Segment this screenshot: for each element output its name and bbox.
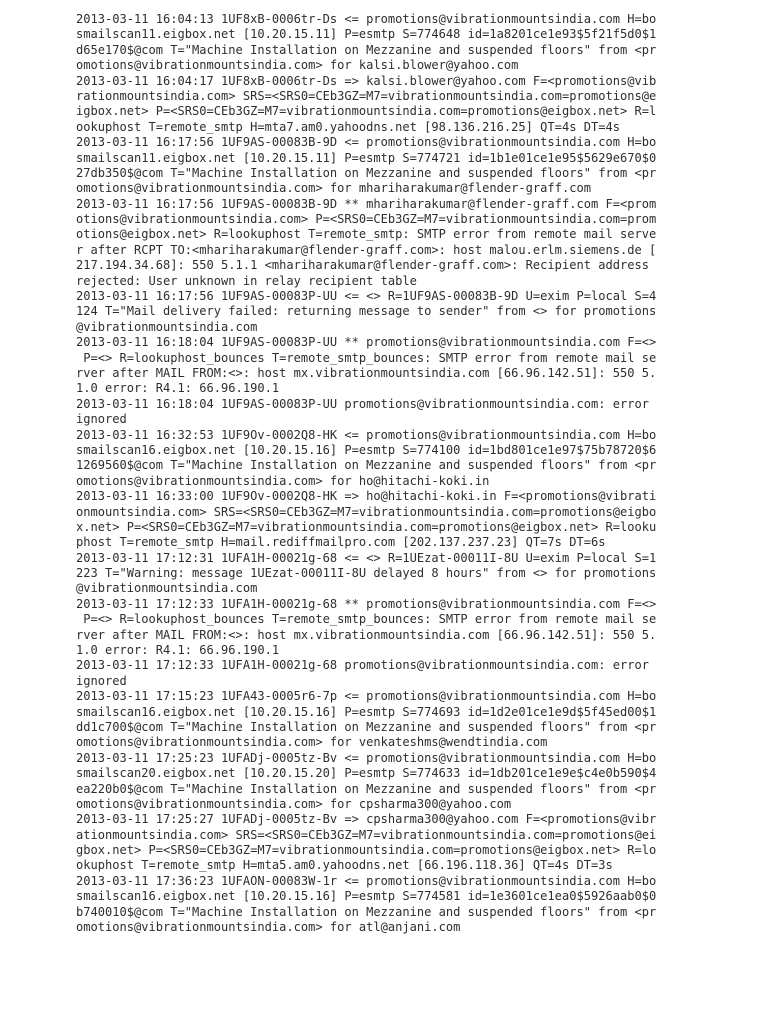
log-line: 217.194.34.68]: 550 5.1.1 <mhariharakumar@flender-graff.com>: Recipient address: [76, 258, 649, 273]
log-line: okuphost T=remote_smtp H=mta5.am0.yahoodns.net [66.196.118.36] QT=4s DT=3s: [76, 858, 613, 873]
log-line: @vibrationmountsindia.com: [76, 319, 258, 334]
log-line: 2013-03-11 16:18:04 1UF9AS-00083P-UU promotions@vibrationmountsindia.com: error: [76, 396, 649, 411]
log-line: ationmountsindia.com> SRS=<SRS0=CEb3GZ=M7=vibrationmountsindia.com=promotions@ei: [76, 827, 657, 842]
log-line: 2013-03-11 17:36:23 1UFAON-00083W-1r <= promotions@vibrationmountsindia.com H=bo: [76, 873, 657, 888]
log-line: phost T=remote_smtp H=mail.rediffmailpro.com [202.137.237.23] QT=7s DT=6s: [76, 535, 606, 550]
log-line: 2013-03-11 16:17:56 1UF9AS-00083B-9D ** mhariharakumar@flender-graff.com F=<prom: [76, 196, 657, 211]
log-line: 2013-03-11 16:04:13 1UF8xB-0006tr-Ds <= promotions@vibrationmountsindia.com H=bo: [76, 12, 657, 26]
log-line: 223 T="Warning: message 1UEzat-00011I-8U delayed 8 hours" from <> for promotions: [76, 566, 657, 581]
log-line: omotions@vibrationmountsindia.com> for cpsharma300@yahoo.com: [76, 796, 512, 811]
log-line: @vibrationmountsindia.com: [76, 581, 258, 596]
log-line: P=<> R=lookuphost_bounces T=remote_smtp_bounces: SMTP error from remote mail se: [76, 612, 657, 627]
log-line: 1269560$@com T="Machine Installation on Mezzanine and suspended floors" from <pr: [76, 458, 657, 473]
log-line: omotions@vibrationmountsindia.com> for ho@hitachi-koki.in: [76, 473, 490, 488]
log-line: 2013-03-11 17:12:33 1UFA1H-00021g-68 ** promotions@vibrationmountsindia.com F=<>: [76, 596, 657, 611]
log-line: x.net> P=<SRS0=CEb3GZ=M7=vibrationmountsindia.com=promotions@eigbox.net> R=looku: [76, 519, 657, 534]
log-line: rver after MAIL FROM:<>: host mx.vibrationmountsindia.com [66.96.142.51]: 550 5.: [76, 627, 657, 642]
log-line: 2013-03-11 16:32:53 1UF9Ov-0002Q8-HK <= promotions@vibrationmountsindia.com H=bo: [76, 427, 657, 442]
log-line: otions@vibrationmountsindia.com> P=<SRS0=CEb3GZ=M7=vibrationmountsindia.com=prom: [76, 212, 657, 227]
log-line: omotions@vibrationmountsindia.com> for atl@anjani.com: [76, 920, 461, 935]
log-line: 2013-03-11 17:25:27 1UFADj-0005tz-Bv => cpsharma300@yahoo.com F=<promotions@vibr: [76, 812, 657, 827]
log-line: ea220b0$@com T="Machine Installation on Mezzanine and suspended floors" from <pr: [76, 781, 657, 796]
log-line: b740010$@com T="Machine Installation on Mezzanine and suspended floors" from <pr: [76, 904, 657, 919]
log-line: omotions@vibrationmountsindia.com> for kalsi.blower@yahoo.com: [76, 58, 519, 73]
mail-log-text: [76, 12, 686, 935]
log-line: 2013-03-11 17:25:23 1UFADj-0005tz-Bv <= promotions@vibrationmountsindia.com H=bo: [76, 750, 657, 765]
log-line: omotions@vibrationmountsindia.com> for venkateshms@wendtindia.com: [76, 735, 548, 750]
log-line: gbox.net> P=<SRS0=CEb3GZ=M7=vibrationmountsindia.com=promotions@eigbox.net> R=lo: [76, 843, 657, 858]
log-line: igbox.net> P=<SRS0=CEb3GZ=M7=vibrationmountsindia.com=promotions@eigbox.net> R=l: [76, 104, 657, 119]
log-line: smailscan11.eigbox.net [10.20.15.11] P=esmtp S=774721 id=1b1e01ce1e95$5629e670$0: [76, 150, 657, 165]
log-line: ookuphost T=remote_smtp H=mta7.am0.yahoodns.net [98.136.216.25] QT=4s DT=4s: [76, 119, 620, 134]
log-line: 2013-03-11 17:12:31 1UFA1H-00021g-68 <= <> R=1UEzat-00011I-8U U=exim P=local S=1: [76, 550, 657, 565]
log-line: otions@eigbox.net> R=lookuphost T=remote_smtp: SMTP error from remote mail serve: [76, 227, 657, 242]
log-line: d65e170$@com T="Machine Installation on Mezzanine and suspended floors" from <pr: [76, 42, 657, 57]
log-line: ignored: [76, 412, 127, 427]
log-line: 2013-03-11 16:33:00 1UF9Ov-0002Q8-HK => ho@hitachi-koki.in F=<promotions@vibrati: [76, 489, 657, 504]
log-line: omotions@vibrationmountsindia.com> for mhariharakumar@flender-graff.com: [76, 181, 591, 196]
log-line: rver after MAIL FROM:<>: host mx.vibrationmountsindia.com [66.96.142.51]: 550 5.: [76, 365, 657, 380]
log-line: onmountsindia.com> SRS=<SRS0=CEb3GZ=M7=vibrationmountsindia.com=promotions@eigbo: [76, 504, 657, 519]
log-line: smailscan16.eigbox.net [10.20.15.16] P=esmtp S=774693 id=1d2e01ce1e9d$5f45ed00$1: [76, 704, 657, 719]
log-line: 2013-03-11 17:15:23 1UFA43-0005r6-7p <= promotions@vibrationmountsindia.com H=bo: [76, 689, 657, 704]
log-line: smailscan20.eigbox.net [10.20.15.20] P=esmtp S=774633 id=1db201ce1e9e$c4e0b590$4: [76, 766, 657, 781]
log-line: r after RCPT TO:<mhariharakumar@flender-graff.com>: host malou.erlm.siemens.de [: [76, 242, 657, 257]
log-line: 27db350$@com T="Machine Installation on Mezzanine and suspended floors" from <pr: [76, 165, 657, 180]
log-line: smailscan16.eigbox.net [10.20.15.16] P=esmtp S=774581 id=1e3601ce1ea0$5926aab0$0: [76, 889, 657, 904]
log-line: ignored: [76, 673, 127, 688]
log-line: smailscan16.eigbox.net [10.20.15.16] P=esmtp S=774100 id=1bd801ce1e97$75b78720$6: [76, 442, 657, 457]
log-line: 124 T="Mail delivery failed: returning message to sender" from <> for promotions: [76, 304, 657, 319]
log-line: 2013-03-11 16:17:56 1UF9AS-00083B-9D <= promotions@vibrationmountsindia.com H=bo: [76, 135, 657, 150]
log-line: P=<> R=lookuphost_bounces T=remote_smtp_bounces: SMTP error from remote mail se: [76, 350, 657, 365]
log-line: smailscan11.eigbox.net [10.20.15.11] P=esmtp S=774648 id=1a8201ce1e93$5f21f5d0$1: [76, 27, 657, 42]
log-line: 2013-03-11 16:04:17 1UF8xB-0006tr-Ds => kalsi.blower@yahoo.com F=<promotions@vib: [76, 73, 657, 88]
log-line: 1.0 error: R4.1: 66.96.190.1: [76, 643, 280, 658]
log-line: rejected: User unknown in relay recipient table: [76, 273, 417, 288]
log-line: rationmountsindia.com> SRS=<SRS0=CEb3GZ=M7=vibrationmountsindia.com=promotions@e: [76, 88, 657, 103]
log-line: 2013-03-11 17:12:33 1UFA1H-00021g-68 promotions@vibrationmountsindia.com: error: [76, 658, 649, 673]
log-line: dd1c700$@com T="Machine Installation on Mezzanine and suspended floors" from <pr: [76, 719, 657, 734]
log-line: 1.0 error: R4.1: 66.96.190.1: [76, 381, 280, 396]
log-line: 2013-03-11 16:17:56 1UF9AS-00083P-UU <= <> R=1UF9AS-00083B-9D U=exim P=local S=4: [76, 289, 657, 304]
log-line: 2013-03-11 16:18:04 1UF9AS-00083P-UU ** promotions@vibrationmountsindia.com F=<>: [76, 335, 657, 350]
